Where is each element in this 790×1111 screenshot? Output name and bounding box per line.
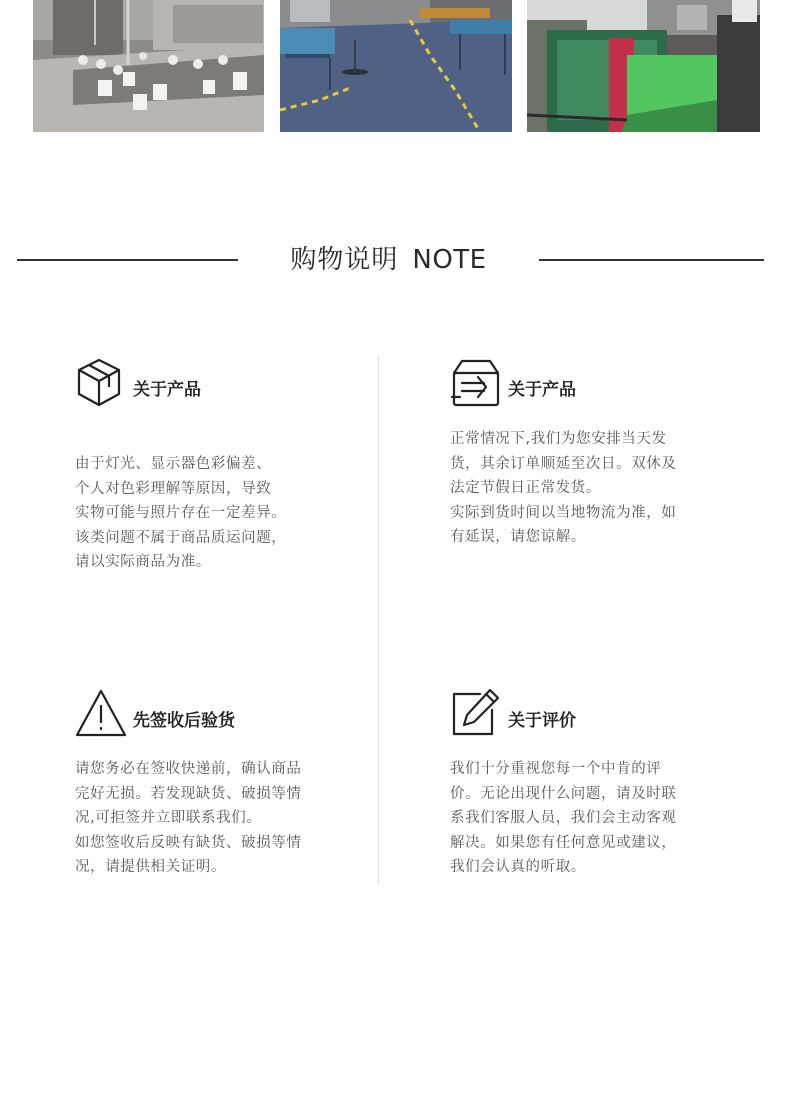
curing-oven-line-photo — [527, 0, 760, 132]
notice-title: 关于产品 — [133, 380, 201, 400]
warning-triangle-icon — [75, 688, 125, 738]
factory-spray-booth-photo — [33, 0, 264, 132]
notice-body — [450, 427, 677, 550]
notice-title: 关于评价 — [508, 711, 576, 731]
notice-title: 关于产品 — [508, 380, 576, 400]
notice-line: 况,可拒签并立即联系我们。 — [75, 810, 262, 826]
notice-line: 如您签收后反映有缺货、破损等情 — [75, 834, 302, 851]
section-heading-en: NOTE — [412, 245, 487, 275]
notice-line: 该类问题不属于商品质运问题， — [75, 529, 287, 546]
notice-line: 我们十分重视您每一个中肯的评 — [450, 761, 662, 777]
notice-line: 个人对色彩理解等原因，导致 — [75, 480, 272, 497]
notice-line: 况，请提供相关证明。 — [75, 859, 226, 875]
notice-line: 有延误，请您谅解。 — [450, 529, 586, 545]
notice-line: 价。无论出现什么问题，请及时联 — [450, 785, 677, 802]
heading-rule-left — [17, 259, 238, 261]
notice-title: 先签收后验货 — [133, 711, 235, 731]
notice-line: 由于灯光、显示器色彩偏差、 — [75, 456, 272, 472]
notice-line: 货，其余订单顺延至次日。双休及 — [450, 455, 677, 472]
workshop-floor-photo — [280, 0, 512, 132]
notice-line: 解决。如果您有任何意见或建议， — [450, 834, 677, 851]
edit-pencil-icon — [450, 688, 500, 738]
cube-icon — [75, 357, 125, 407]
notice-line: 完好无损。若发现缺货、破损等情 — [75, 785, 302, 802]
notice-line: 实物可能与照片存在一定差异。 — [75, 505, 287, 521]
section-heading-row — [0, 232, 790, 288]
notice-line: 系我们客服人员，我们会主动客观 — [450, 810, 677, 826]
photo-strip — [0, 0, 790, 132]
notice-line: 法定节假日正常发货。 — [450, 480, 601, 496]
notice-body — [75, 452, 286, 575]
notice-line: 请您务必在签收快递前，确认商品 — [75, 761, 302, 777]
column-divider — [378, 355, 379, 885]
section-heading — [238, 232, 539, 288]
heading-rule-right — [539, 259, 764, 261]
notice-line: 实际到货时间以当地物流为准，如 — [450, 504, 677, 521]
notice-body — [450, 757, 677, 880]
notice-line: 正常情况下,我们为您安排当天发 — [450, 431, 667, 447]
notice-body — [75, 757, 302, 880]
notice-line: 请以实际商品为准。 — [75, 554, 211, 570]
section-heading-zh: 购物说明 — [290, 245, 399, 275]
delivery-box-icon — [450, 357, 500, 407]
notice-line: 我们会认真的听取。 — [450, 859, 586, 875]
